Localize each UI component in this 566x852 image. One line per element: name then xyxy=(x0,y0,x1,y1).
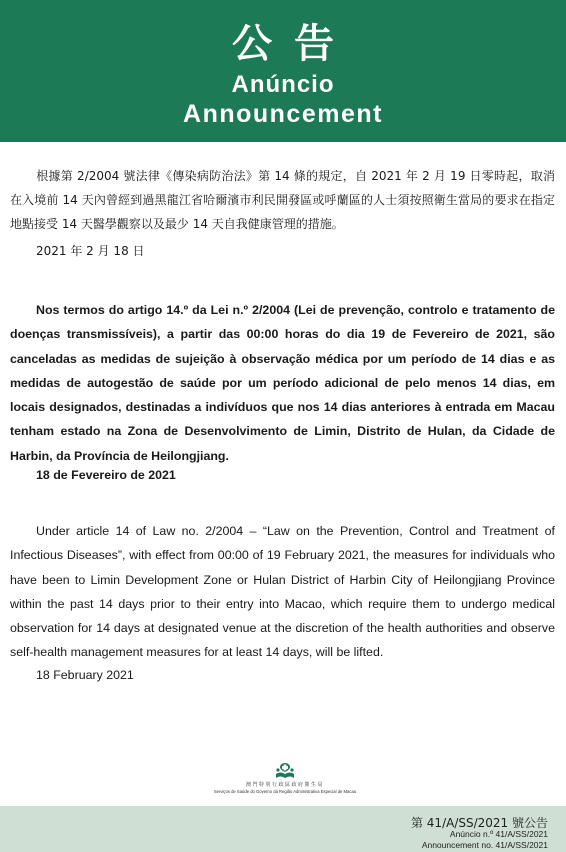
portuguese-body-text: Nos termos do artigo 14.º da Lei n.º 2/2004 (Lei de prevenção, controlo e tratamento de doenças transmissíveis), a partir das 00:00 horas do dia 19 de Fevereiro de 2021, são canceladas as medidas de sujeição à observação médica por um período de 14 dias e as medidas de autogestão de saúde por um período adicional de pelo menos 14 dias, em locais designados, destinadas a indivíduos que nos 14 dias anteriores à entrada em Macau tenham estado na Zona de Desenvolvimento de Limin, Distrito de Hulan, da Cidade de Harbin, da Província de Heilongjiang. xyxy=(10,303,555,463)
english-body-text: Under article 14 of Law no. 2/2004 – “Law on the Prevention, Control and Treatment of Infectious Diseases”, with effect from 00:00 of 19 February 2021, the measures for individuals who have been to Limin Development Zone or Hulan District of Harbin City of Heilongjiang Province within the past 14 days prior to their entry into Macao, which require them to undergo medical observation for 14 days at designated venue at the discretion of the health authorities and observe self-health management measures for at least 14 days, will be lifted. xyxy=(10,524,555,660)
english-date: 18 February 2021 xyxy=(36,668,134,682)
logo-name-chinese: 澳門特別行政區政府衛生局 xyxy=(245,782,324,788)
title-portuguese: Anúncio xyxy=(231,71,335,98)
chinese-body-text: 根據第 2/2004 號法律《傳染病防治法》第 14 條的規定，自 2021 年 2 月 19 日零時起，取消在入境前 14 天內曾經到過黑龍江省哈爾濱市利民開發區或呼蘭區的人士須按照衛生當局的要求在指定地點接受 14 天醫學觀察以及最少 14 天自我健康管理的措施。 xyxy=(10,169,555,231)
title-chinese: 公告 xyxy=(232,21,356,67)
reference-number-portuguese: Anúncio n.º 41/A/SS/2021 xyxy=(449,829,548,839)
announcement-footer xyxy=(0,806,566,852)
announcement-header xyxy=(0,0,566,142)
title-english: Announcement xyxy=(183,100,383,128)
health-bureau-emblem-icon xyxy=(274,762,296,782)
portuguese-date: 18 de Fevereiro de 2021 xyxy=(36,468,176,482)
health-bureau-logo xyxy=(200,762,370,802)
reference-number-chinese: 第 41/A/SS/2021 號公告 xyxy=(410,816,548,830)
logo-name-portuguese: Serviços de Saúde do Governo da Região Administrativa Especial de Macau xyxy=(213,789,357,794)
chinese-paragraph xyxy=(10,164,555,236)
reference-number-english: Announcement no. 41/A/SS/2021 xyxy=(421,840,548,850)
english-paragraph xyxy=(10,519,555,665)
portuguese-paragraph xyxy=(10,298,555,468)
chinese-date: 2021 年 2 月 18 日 xyxy=(36,244,145,258)
